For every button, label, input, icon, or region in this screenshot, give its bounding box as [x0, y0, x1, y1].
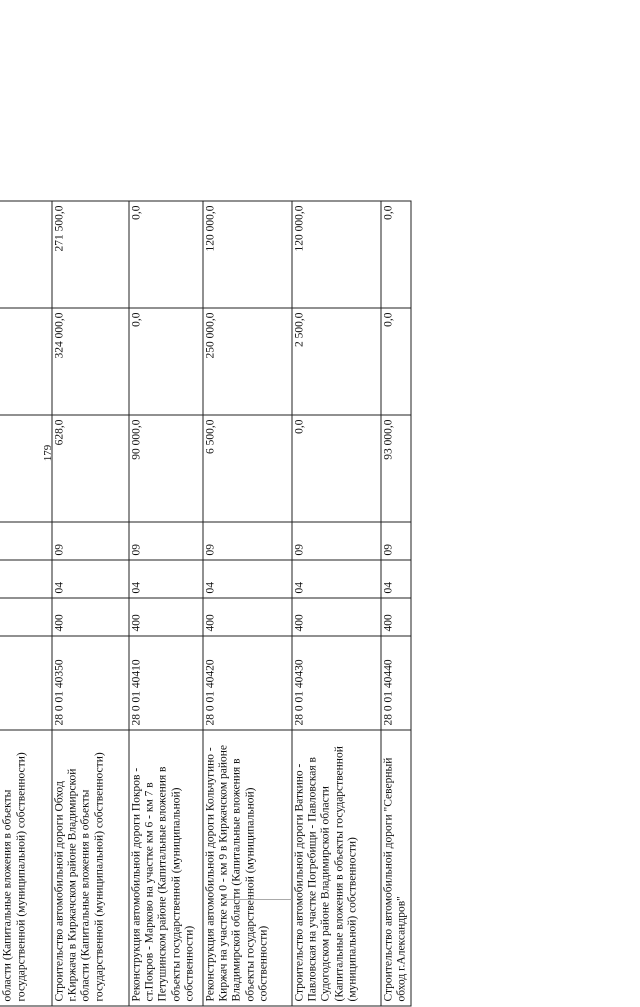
- cell-2020: 324 000,0: [52, 308, 129, 415]
- cell-pr: 09: [52, 522, 129, 560]
- cell-csr: 28 0 01 40350: [52, 636, 129, 730]
- cell-csr: 28 0 01 40410: [129, 636, 203, 730]
- cell-name: Строительство автомобильной дороги Ваткино - Павловская на участке Погребищи - Павловская в Судогодском районе Владимирской области (Капитальные вложения в объекты государственной (муниципальной) собственности): [292, 730, 381, 1006]
- cell-name: Реконструкция автомобильной дороги Кольчугино - Киржач на участке км 0 - км 9 в Киржачском районе Владимирской области (Капитальные вложения в объекты государственной (муниципальной) собственности): [203, 730, 292, 1006]
- table-row: [129, 201, 203, 1006]
- cell-2019: [0, 415, 52, 522]
- cell-2019: 0,0: [292, 415, 381, 522]
- cell-2019: 93 000,0: [381, 415, 411, 522]
- cell-2020: [0, 308, 52, 415]
- cell-csr: 28 0 01 40440: [381, 636, 411, 730]
- cell-2020: 2 500,0: [292, 308, 381, 415]
- cell-2021: 271 500,0: [52, 201, 129, 308]
- scan-artifact-line: [222, 899, 292, 901]
- cell-name: области (Капитальные вложения в объекты государственной (муниципальной) собственности): [0, 730, 52, 1006]
- cell-csr: [0, 636, 52, 730]
- cell-name: Строительство автомобильной дороги Обход г.Киржача в Киржачском районе Владимирской области (Капитальные вложения в объекты государственной (муниципальной) собственности): [52, 730, 129, 1006]
- budget-table: [0, 201, 412, 1007]
- cell-2020: 0,0: [129, 308, 203, 415]
- cell-pr: 09: [292, 522, 381, 560]
- cell-rz: 04: [52, 560, 129, 598]
- cell-rz: 04: [129, 560, 203, 598]
- table-row: [203, 201, 292, 1006]
- cell-2021: 0,0: [381, 201, 411, 308]
- cell-pr: [0, 522, 52, 560]
- cell-rz: 04: [292, 560, 381, 598]
- cell-2021: [0, 201, 52, 308]
- cell-2019: 628,0: [52, 415, 129, 522]
- cell-vr: 400: [292, 598, 381, 636]
- cell-pr: 09: [381, 522, 411, 560]
- cell-2020: 0,0: [381, 308, 411, 415]
- table-row: [292, 201, 381, 1006]
- cell-vr: 400: [52, 598, 129, 636]
- cell-2021: 120 000,0: [292, 201, 381, 308]
- cell-vr: 400: [381, 598, 411, 636]
- cell-name: Реконструкция автомобильной дороги Покров - ст.Покров - Марково на участке км 6 - км 7 в Петушинском районе (Капитальные вложения в объекты государственной (муниципальной) собственности): [129, 730, 203, 1006]
- cell-rz: 04: [203, 560, 292, 598]
- table-row: [52, 201, 129, 1006]
- cell-pr: 09: [129, 522, 203, 560]
- cell-2021: 0,0: [129, 201, 203, 308]
- table-row: [0, 201, 52, 1006]
- cell-vr: 400: [203, 598, 292, 636]
- table-row: [381, 201, 411, 1006]
- cell-2020: 250 000,0: [203, 308, 292, 415]
- cell-2019: 6 500,0: [203, 415, 292, 522]
- cell-pr: 09: [203, 522, 292, 560]
- page-number: 179: [42, 444, 54, 462]
- cell-2019: 90 000,0: [129, 415, 203, 522]
- budget-table-rotated: [0, 202, 408, 1007]
- cell-2021: 120 000,0: [203, 201, 292, 308]
- cell-csr: 28 0 01 40430: [292, 636, 381, 730]
- cell-vr: 400: [129, 598, 203, 636]
- cell-rz: 04: [381, 560, 411, 598]
- cell-rz: [0, 560, 52, 598]
- cell-csr: 28 0 01 40420: [203, 636, 292, 730]
- cell-name: Строительство автомобильной дороги "Северный обход г.Александров": [381, 730, 411, 1006]
- cell-vr: [0, 598, 52, 636]
